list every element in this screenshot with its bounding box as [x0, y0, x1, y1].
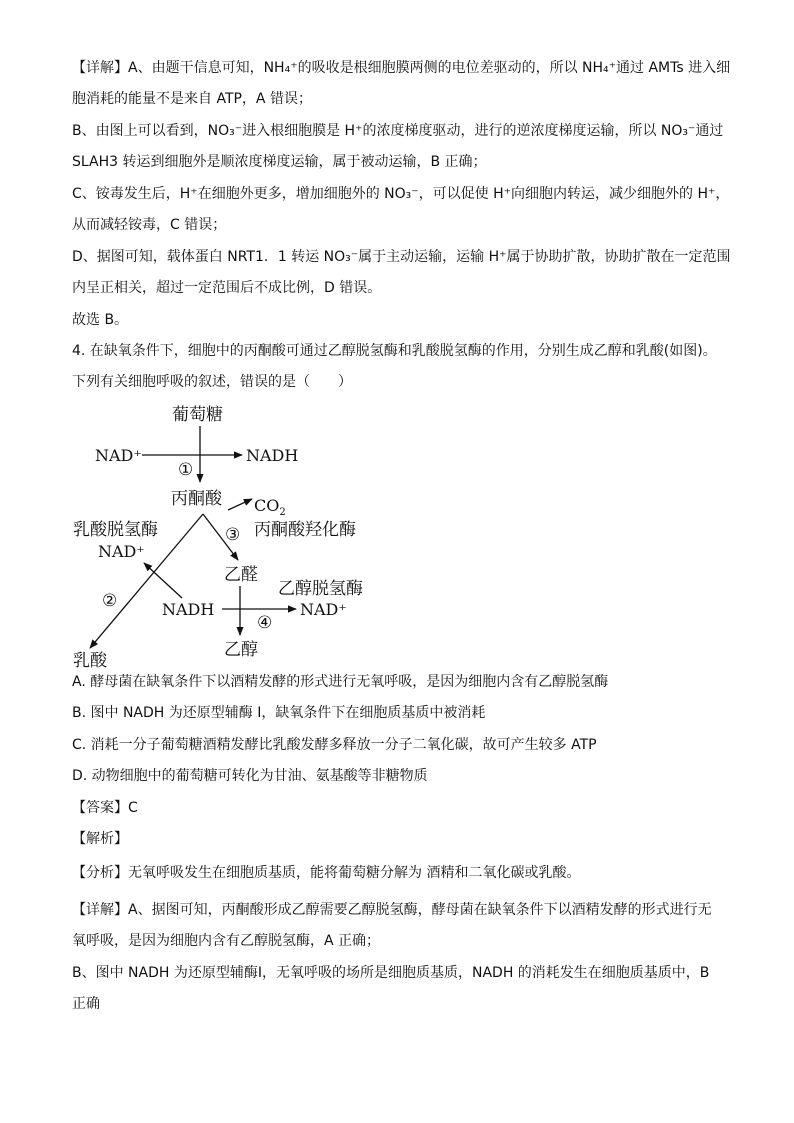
- ldh-label: 乳酸脱氢酶: [73, 520, 158, 540]
- co2-label: $CO_2$: [254, 496, 286, 518]
- nadh-label-bottom: NADH: [162, 600, 215, 619]
- pyruvate-label: 丙酮酸: [171, 489, 222, 509]
- pdc-label: 丙酮酸羟化酶: [254, 520, 356, 540]
- text-line: 从而减轻铵毒，C 错误；: [72, 217, 227, 233]
- text-line: D、据图可知，载体蛋白 NRT1．1 转运 NO₃⁻属于主动运输，运输 H⁺属于协助扩散，协助扩散在一定范围: [72, 249, 731, 265]
- adh-label: 乙醇脱氢酶: [278, 579, 363, 599]
- step-1-label: ①: [178, 460, 194, 480]
- nad-plus-label-right: NAD⁺: [300, 600, 347, 619]
- text-line: 4. 在缺氧条件下，细胞中的丙酮酸可通过乙醇脱氢酶和乳酸脱氢酶的作用，分别生成乙醇和乳酸(如图)。: [72, 343, 717, 359]
- step-2-label: ②: [102, 591, 118, 611]
- nad-plus-label-top: NAD⁺: [95, 446, 142, 465]
- text-line: 氧呼吸，是因为细胞内含有乙醇脱氢酶，A 正确；: [72, 933, 381, 949]
- text-line: 【答案】C: [72, 800, 138, 816]
- ethanol-label: 乙醇: [224, 640, 258, 660]
- nad-plus-label-mid: NAD⁺: [98, 542, 145, 561]
- text-line: 内呈正相关，超过一定范围后不成比例，D 错误。: [72, 280, 382, 296]
- text-line: C、铵毒发生后，H⁺在细胞外更多，增加细胞外的 NO₃⁻，可以促使 H⁺向细胞内转运，减少细胞外的 H⁺，: [72, 186, 730, 202]
- text-line: 正确: [72, 996, 100, 1012]
- acetaldehyde-label: 乙醛: [224, 565, 258, 585]
- text-line: A. 酵母菌在缺氧条件下以酒精发酵的形式进行无氧呼吸，是因为细胞内含有乙醇脱氢酶: [72, 674, 609, 690]
- glucose-label: 葡萄糖: [172, 405, 223, 425]
- text-line: 故选 B。: [72, 312, 129, 328]
- text-line: 【分析】无氧呼吸发生在细胞质基质，能将葡萄糖分解为 酒精和二氧化碳或乳酸。: [72, 865, 581, 881]
- text-line: 【详解】A、据图可知，丙酮酸形成乙醇需要乙醇脱氢酶，酵母菌在缺氧条件下以酒精发酵的形式进行无: [72, 902, 712, 918]
- arrow-nadh-nadplus-left: [144, 563, 182, 598]
- arrow-pyruvate-co2: [228, 499, 252, 510]
- text-line: 下列有关细胞呼吸的叙述，错误的是（ ）: [72, 374, 352, 390]
- text-line: 胞消耗的能量不是来自 ATP，A 错误；: [72, 91, 312, 107]
- text-line: B、图中 NADH 为还原型辅酶Ⅰ，无氧呼吸的场所是细胞质基质，NADH 的消耗发生在细胞质基质中，B: [72, 965, 710, 981]
- step-3-label: ③: [225, 525, 241, 545]
- text-line: D. 动物细胞中的葡萄糖可转化为甘油、氨基酸等非糖物质: [72, 768, 428, 784]
- text-line: B、由图上可以看到，NO₃⁻进入根细胞膜是 H⁺的浓度梯度驱动，进行的逆浓度梯度运输，所以 NO₃⁻通过: [72, 123, 724, 139]
- text-line: 【解析】: [72, 831, 128, 847]
- text-line: 【详解】A、由题干信息可知，NH₄⁺的吸收是根细胞膜两侧的电位差驱动的，所以 NH₄⁺通过 AMTs 进入细: [72, 60, 731, 76]
- respiration-diagram: [70, 398, 400, 673]
- text-line: B. 图中 NADH 为还原型辅酶 I，缺氧条件下在细胞质基质中被消耗: [72, 705, 486, 721]
- nadh-label-top: NADH: [246, 446, 299, 465]
- step-4-label: ④: [257, 613, 273, 633]
- text-line: SLAH3 转运到细胞外是顺浓度梯度运输，属于被动运输，B 正确；: [72, 154, 487, 170]
- text-line: C. 消耗一分子葡萄糖酒精发酵比乳酸发酵多释放一分子二氧化碳，故可产生较多 ATP: [72, 737, 597, 753]
- lactate-label: 乳酸: [73, 651, 107, 671]
